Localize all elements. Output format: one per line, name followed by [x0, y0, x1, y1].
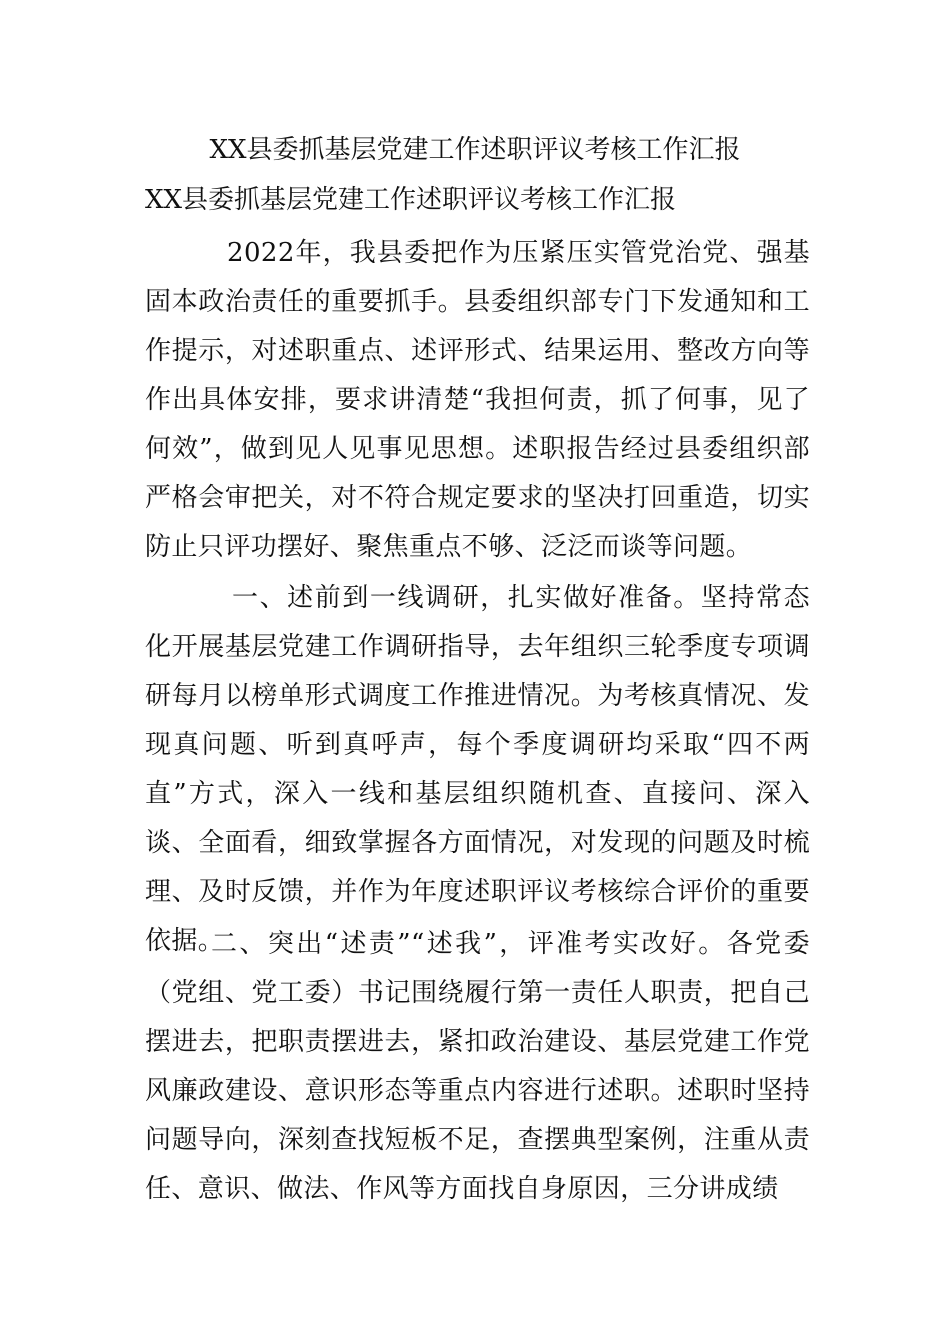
- paragraph-section-one: 一、述前到一线调研，扎实做好准备。坚持常态化开展基层党建工作调研指导，去年组织三轮季度专项调研每月以榜单形式调度工作推进情况。为考核真情况、发现真问题、听到真呼声，每个季度调研均采取“四不两直”方式，深入一线和基层组织随机查、直接问、深入谈、全面看，细致掌握各方面情况，对发现的问题及时梳理、及时反馈，并作为年度述职评议考核综合评价的重要依据。: [145, 583, 810, 956]
- document-title: XX县委抓基层党建工作述职评议考核工作汇报: [209, 135, 741, 165]
- paragraph-section-two: 二、突出“述责”“述我”，评准考实改好。各党委（党组、党工委）书记围绕履行第一责任人职责，把自己摆进去，把职责摆进去，紧扣政治建设、基层党建工作党风廉政建设、意识形态等重点内容进行述职。述职时坚持问题导向，深刻查找短板不足，查摆典型案例，注重从责任、意识、做法、作风等方面找自身原因，三分讲成绩: [145, 929, 810, 1204]
- paragraph-intro: 2022年，我县委把作为压紧压实管党治党、强基固本政治责任的重要抓手。县委组织部专门下发通知和工作提示，对述职重点、述评形式、结果运用、整改方向等作出具体安排，要求讲清楚“我担何责，抓了何事，见了何效”，做到见人见事见思想。述职报告经过县委组织部严格会审把关，对不符合规定要求的坚决打回重造，切实防止只评功摆好、聚焦重点不够、泛泛而谈等问题。: [145, 238, 810, 562]
- document-subtitle: XX县委抓基层党建工作述职评议考核工作汇报: [145, 185, 677, 215]
